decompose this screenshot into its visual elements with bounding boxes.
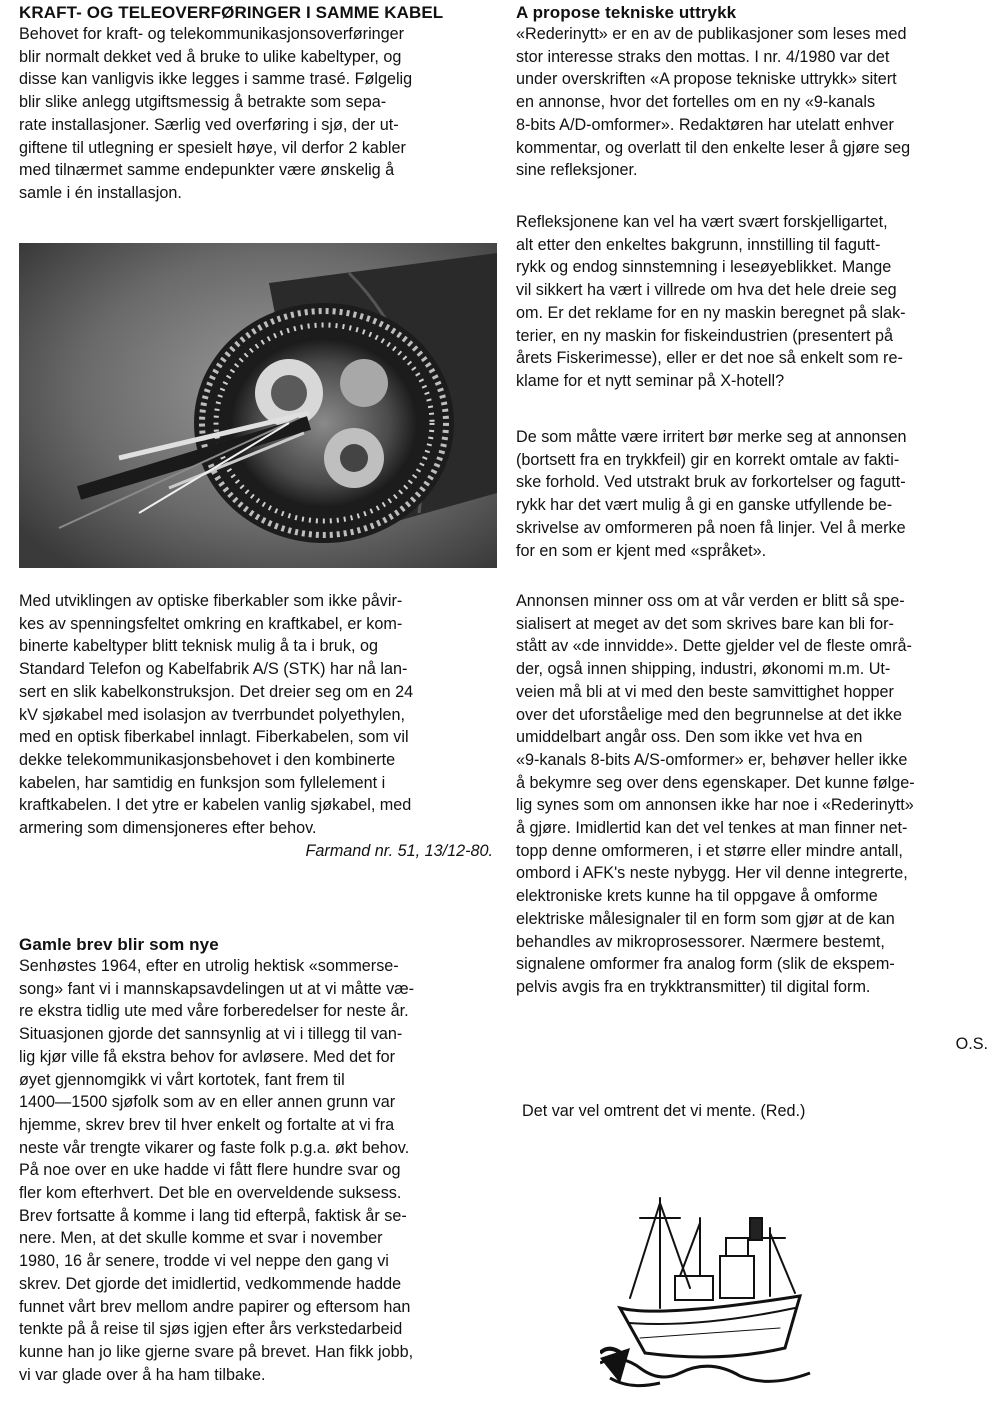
article-body-letters: Senhøstes 1964, efter en utrolig hektisk «sommerse- song» fant vi i mannskapsavdelingen ut at vi måtte væ- re ekstra tidlig ute med våre forberedelser for neste år. Situasjonen gjorde det sannsynlig at vi i tillegg til van- lig kjør ville få ekstra behov for avløsere. Med det for øyet gjennomgikk vi vårt kortotek, fant frem til 1400—1500 sjøfolk som av en eller annen grunn var hjemme, skrev brev til hver enkelt og fortalte at vi fra neste vår trengte vikarer og faste folk p.g.a. økt behov. På noe over en uke hadde vi fått flere hundre svar og fler kom efterhvert. Det ble en overveldende suksess. Brev fortsatte å komme i lang tid efterpå, faktisk år se- nere. Men, at det skulle komme et svar i november 1980, 16 år senere, trodde vi vel neppe den gang vi skrev. Det gjorde det imidlertid, vedkommende hadde funnet vårt brev mellom andre papirer og eftersom han tenkte på å reise til sjøs igjen efter års verkstedarbeid kunne han jo like gjerne svare på brevet. Han fikk jobb, vi var glade over å ha ham tilbake. <box>19 957 415 1384</box>
article-body-cable: Med utviklingen av optiske fiberkabler som ikke påvir- kes av spenningsfeltet omkring en kraftkabel, er kom- binerte kabeltyper blitt teknisk mulig å ta i bruk, og Standard Telefon og Kabelfabrik A/S (STK) har nå lan- sert en slik kabelkonstruksjon. Det dreier seg om en 24 kV sjøkabel med isolasjon av tverrbundet polyethylen, med en optisk fiberkabel innlagt. Fiberkabelen, som vil dekke telekommunikasjonsbehovet i den kombinerte kabelen, har samtidig en funksjon som fyllelement i kraftkabelen. I det ytre er kabelen vanlig sjøkabel, med armering som dimensjoneres efter behov. <box>19 592 414 838</box>
article-source-cable: Farmand nr. 51, 13/12-80. <box>305 841 493 860</box>
technical-block-2 <box>516 211 988 393</box>
editor-note: Det var vel omtrent det vi mente. (Red.) <box>522 1102 806 1120</box>
right-column <box>516 0 988 182</box>
signature-block <box>516 1033 988 1056</box>
technical-paragraph-2: Refleksjonene kan vel ha vært svært forskjelligartet, alt etter den enkeltes bakgrunn, innstilling til fagutt- rykk og endog sinnstemning i leseøyeblikket. Mange vil sikkert ha vært i villrede om hva det hele dreie seg om. Er det reklame for en ny maskin beregnet på slak- terier, en ny maskin for fiskeindustrien (presentert på årets Fiskerimesse), eller er det noe så enkelt som re- klame for et nytt seminar på X-hotell? <box>516 213 906 390</box>
article-title-cable: KRAFT- OG TELEOVERFØRINGER I SAMME KABEL <box>19 3 444 22</box>
ship-icon <box>600 1178 820 1393</box>
cargo-ship-sketch <box>600 1178 820 1393</box>
left-column <box>19 0 493 205</box>
editor-note-block <box>522 1100 994 1123</box>
technical-block-4 <box>516 590 988 999</box>
technical-paragraph-4: Annonsen minner oss om at vår verden er blitt så spe- sialisert at meget av det som skrives bare kan bli for- stått av «de innvidde». Dette gjelder vel de fleste områ- der, også innen shipping, industri, økonomi m.m. Ut- veien må bli at vi med den beste samvittighet hopper over det uforståelige med den begrunnelse at det ikke umiddelbart angår oss. Den som ikke vet hva en «9-kanals 8-bits A/S-omformer» er, behøver heller ikke å bekymre seg over dens egenskaper. Det kunne følge- lig synes som om annonsen ikke har noe i «Rederinytt» å gjøre. Imidlertid kan det vel tenkes at man finner net- topp denne omformeren, i et større eller mindre antall, ombord i AFK's neste nybygg. Her vil denne integrerte, elektroniske krets kunne ha til oppgave å omforme elektriske målesignaler til en form som gjør at de kan behandles av mikroprosessorer. Nærmere bestemt, signalene omformer fra analog form (slik de ekspem- pelvis avgis fra en trykktransmitter) til digital form. <box>516 592 915 996</box>
technical-paragraph-3: De som måtte være irritert bør merke seg at annonsen (bortsett fra en trykkfeil) gir en korrekt omtale av fakti- ske forhold. Ved utstrakt bruk av forkortelser og fagutt- rykk har det vært mulig å gi en ganske utfyllende be- skrivelse av omformeren på noen få linjer. Vel å merke for en som er kjent med «språket». <box>516 428 907 560</box>
cable-photo-graphic <box>19 243 497 568</box>
left-column-lower <box>19 590 493 862</box>
article-title-letters: Gamle brev blir som nye <box>19 935 219 954</box>
technical-block-3 <box>516 426 988 562</box>
article-intro-cable: Behovet for kraft- og telekommunikasjonsoverføringer blir normalt dekket ved å bruke to ulike kabeltyper, og disse kan vanligvis ikke legges i samme trasé. Følgelig blir slike anlegg utgiftsmessig å betrakte som sepa- rate installasjoner. Særlig ved overføring i sjø, der ut- giftene til utlegning er spesielt høye, vil derfor 2 kabler med tilnærmet samme endepunkter være ønskelig å samle i én installasjon. <box>19 25 413 202</box>
article-old-letters <box>19 932 493 1386</box>
cable-cross-section-photo <box>19 243 497 568</box>
technical-paragraph-1: «Rederinytt» er en av de publikasjoner som leses med stor interesse straks den mottas. I nr. 4/1980 var det under overskriften «A propose tekniske uttrykk» sitert en annonse, hvor det fortelles om en ny «9-kanals 8-bits A/D-omformer». Redaktøren har utelatt enhver kommentar, og overlatt til den enkelte leser å gjøre seg sine refleksjoner. <box>516 25 911 180</box>
signature: O.S. <box>955 1035 988 1053</box>
article-title-technical: A propose tekniske uttrykk <box>516 3 737 22</box>
